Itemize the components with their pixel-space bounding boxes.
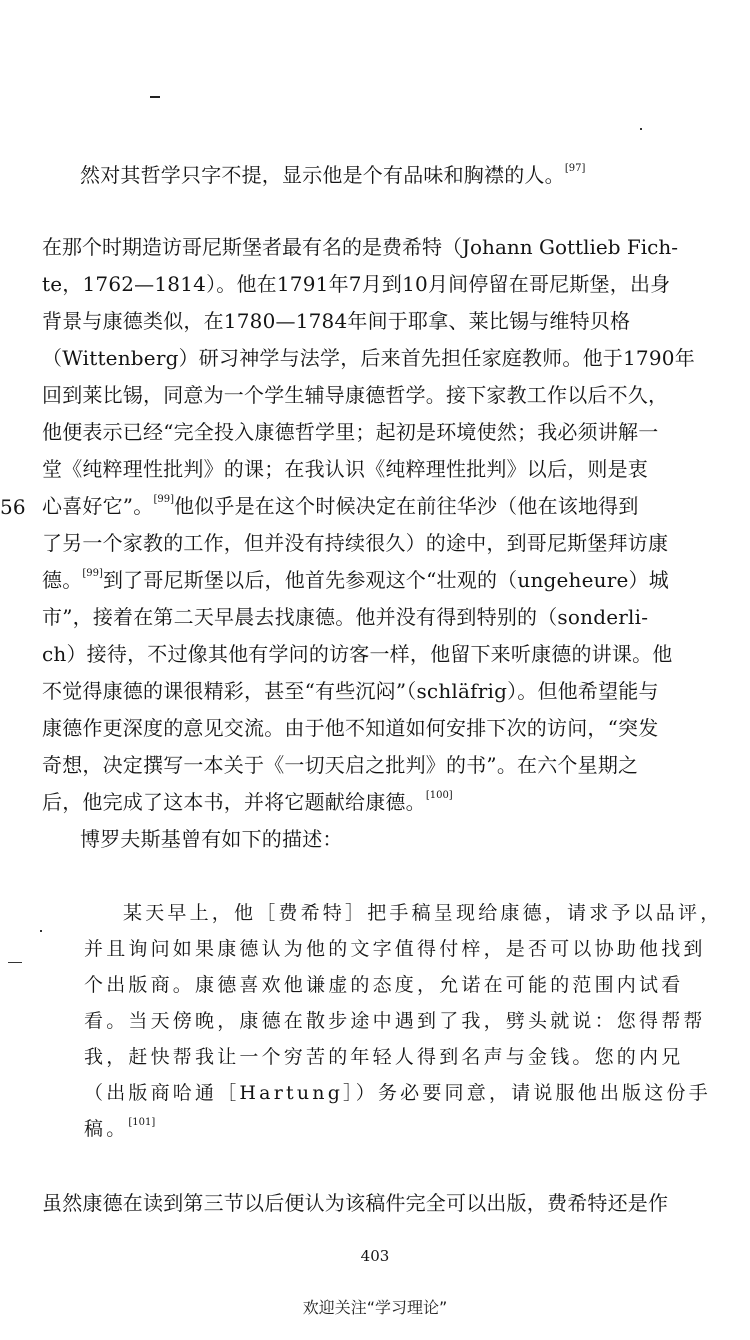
text-line: te，1762—1814）。他在1791年7月到10月间停留在哥尼斯堡，出身	[42, 272, 671, 296]
stray-mark	[150, 96, 160, 98]
footnote-ref: [99]	[82, 568, 103, 579]
quote-line: 稿。[101]	[84, 1117, 156, 1140]
intro-line: 然对其哲学只字不提，显示他是个有品味和胸襟的人。[97]	[80, 163, 586, 187]
text-line: 在那个时期造访哥尼斯堡者最有名的是费希特（Johann Gottlieb Fich-	[42, 235, 678, 259]
footnote-ref: [99]	[153, 494, 174, 505]
footnote-ref: [101]	[128, 1117, 156, 1128]
footnote-ref: [100]	[425, 790, 453, 801]
text-line: 康德作更深度的意见交流。由于他不知道如何安排下次的访问，“突发	[42, 716, 659, 740]
footer-note: 欢迎关注“学习理论”	[302, 1298, 448, 1317]
paragraph-borowski: 博罗夫斯基曾有如下的描述：	[80, 827, 343, 851]
quote-line: 看。当天傍晚，康德在散步途中遇到了我，劈头就说：您得帮帮	[84, 1010, 706, 1032]
quote-line: （出版商哈通［Hartung］）务必要同意，请说服他出版这份手	[84, 1082, 711, 1104]
text-line: 市”，接着在第二天早晨去找康德。他并没有得到特别的（sonderli-	[42, 605, 649, 629]
page-number: 403	[360, 1247, 390, 1265]
text-line: 背景与康德类似，在1780—1784年间于耶拿、莱比锡与维特贝格	[42, 309, 631, 333]
text-line: 心喜好它”。[99]他似乎是在这个时候决定在前往华沙（他在该地得到	[42, 494, 639, 518]
paragraph-continuation: 虽然康德在读到第三节以后便认为该稿件完全可以出版，费希特还是作	[42, 1191, 669, 1215]
quote-line: 某天早上，他［费希特］把手稿呈现给康德，请求予以品评，	[123, 902, 723, 924]
text-line: 回到莱比锡，同意为一个学生辅导康德哲学。接下家教工作以后不久，	[42, 383, 669, 407]
quote-line: 个出版商。康德喜欢他谦虚的态度，允诺在可能的范围内试看	[84, 974, 684, 996]
text-line: （Wittenberg）研习神学与法学，后来首先担任家庭教师。他于1790年	[42, 346, 695, 370]
text-line: 堂《纯粹理性批判》的课；在我认识《纯粹理性批判》以后，则是衷	[42, 457, 648, 481]
text-line: 了另一个家教的工作，但并没有持续很久）的途中，到哥尼斯堡拜访康	[42, 531, 669, 555]
quote-line: 并且询问如果康德认为他的文字值得付梓，是否可以协助他找到	[84, 938, 706, 960]
scan-speck	[8, 962, 22, 963]
scan-speck	[640, 128, 642, 130]
margin-number: 56	[0, 495, 26, 519]
text-line: 奇想，决定撰写一本关于《一切天启之批判》的书”。在六个星期之	[42, 753, 639, 777]
quote-line: 我，赶快帮我让一个穷苦的年轻人得到名声与金钱。您的内兄	[84, 1046, 684, 1068]
text-line: 后，他完成了这本书，并将它题献给康德。[100]	[42, 790, 453, 814]
scan-speck	[40, 930, 42, 932]
footnote-ref: [97]	[564, 163, 586, 174]
text-line: ch）接待，不过像其他有学问的访客一样，他留下来听康德的讲课。他	[42, 642, 673, 666]
text-line: 他便表示已经“完全投入康德哲学里；起初是环境使然；我必须讲解一	[42, 420, 659, 444]
text-line: 不觉得康德的课很精彩，甚至“有些沉闷”（schläfrig）。但他希望能与	[42, 679, 659, 703]
text-line: 德。[99]到了哥尼斯堡以后，他首先参观这个“壮观的（ungeheure）城	[42, 568, 669, 592]
